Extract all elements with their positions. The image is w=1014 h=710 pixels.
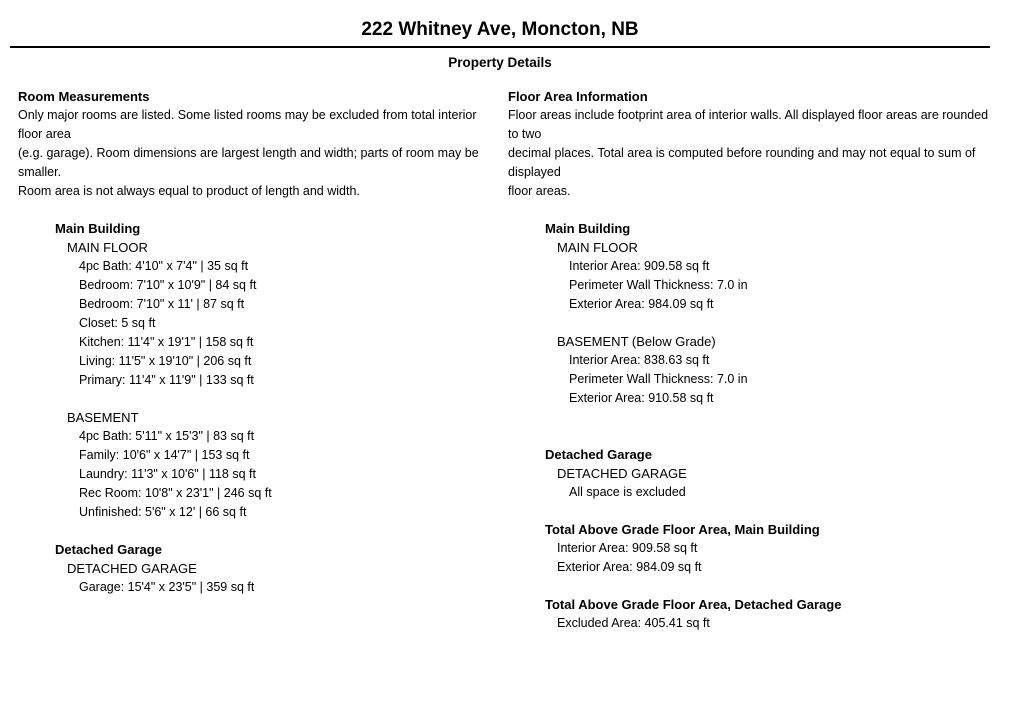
area-item: Exterior Area: 910.58 sq ft <box>569 391 714 405</box>
group-detached-garage <box>18 559 500 597</box>
group-label: BASEMENT <box>67 410 139 425</box>
room-item: Living: 11'5" x 19'10" | 206 sq ft <box>79 354 252 368</box>
description-line: (e.g. garage). Room dimensions are largest length and width; parts of room may be smaller. <box>18 146 479 179</box>
page-subtitle: Property Details <box>448 55 552 70</box>
property-details-page <box>10 0 990 633</box>
section-heading: Total Above Grade Floor Area, Main Building <box>545 522 820 537</box>
room-item: Bedroom: 7'10" x 10'9" | 84 sq ft <box>79 278 257 292</box>
section-heading: Detached Garage <box>55 542 162 557</box>
content-columns <box>10 87 990 633</box>
room-item: Unfinished: 5'6" x 12' | 66 sq ft <box>79 505 247 519</box>
section-heading: Main Building <box>55 221 141 236</box>
section-main-building <box>18 219 500 522</box>
section-heading: Main Building <box>545 221 631 236</box>
description-line: Room area is not always equal to product of length and width. <box>18 184 360 198</box>
area-item: Exterior Area: 984.09 sq ft <box>569 297 714 311</box>
group-label: MAIN FLOOR <box>557 240 638 255</box>
room-item: Closet: 5 sq ft <box>79 316 156 330</box>
section-heading: Detached Garage <box>545 447 652 462</box>
group-label: BASEMENT (Below Grade) <box>557 334 716 349</box>
area-item: Perimeter Wall Thickness: 7.0 in <box>569 278 748 292</box>
room-measurements-description <box>18 106 500 201</box>
room-item: 4pc Bath: 5'11" x 15'3" | 83 sq ft <box>79 429 255 443</box>
room-item: Rec Room: 10'8" x 23'1" | 246 sq ft <box>79 486 272 500</box>
room-item: Family: 10'6" x 14'7" | 153 sq ft <box>79 448 250 462</box>
floor-area-description <box>508 106 990 201</box>
area-item: All space is excluded <box>569 485 686 499</box>
description-line: floor areas. <box>508 184 571 198</box>
description-line: decimal places. Total area is computed before rounding and may not equal to sum of displayed <box>508 146 976 179</box>
group-label: DETACHED GARAGE <box>557 466 687 481</box>
area-item: Interior Area: 838.63 sq ft <box>569 353 710 367</box>
floor-area-information-column <box>500 87 990 633</box>
section-detached-garage-areas <box>508 445 990 502</box>
area-item: Interior Area: 909.58 sq ft <box>557 541 698 555</box>
area-item: Excluded Area: 405.41 sq ft <box>557 616 710 630</box>
room-item: Primary: 11'4" x 11'9" | 133 sq ft <box>79 373 254 387</box>
section-total-above-grade-main-building <box>508 520 990 577</box>
area-item: Perimeter Wall Thickness: 7.0 in <box>569 372 748 386</box>
room-item: 4pc Bath: 4'10" x 7'4" | 35 sq ft <box>79 259 249 273</box>
group-main-floor-areas <box>508 238 990 314</box>
header-divider <box>10 46 990 48</box>
section-main-building-areas <box>508 219 990 408</box>
group-basement <box>18 408 500 522</box>
description-line: Only major rooms are listed. Some listed rooms may be excluded from total interior floor area <box>18 108 477 141</box>
group-main-floor <box>18 238 500 390</box>
room-item: Kitchen: 11'4" x 19'1" | 158 sq ft <box>79 335 254 349</box>
room-item: Laundry: 11'3" x 10'6" | 118 sq ft <box>79 467 256 481</box>
floor-area-heading: Floor Area Information <box>508 89 648 104</box>
page-title: 222 Whitney Ave, Moncton, NB <box>361 19 639 40</box>
room-item: Garage: 15'4" x 23'5" | 359 sq ft <box>79 580 255 594</box>
section-total-above-grade-detached-garage <box>508 595 990 633</box>
room-item: Bedroom: 7'10" x 11' | 87 sq ft <box>79 297 245 311</box>
section-heading: Total Above Grade Floor Area, Detached Garage <box>545 597 842 612</box>
area-item: Exterior Area: 984.09 sq ft <box>557 560 702 574</box>
group-detached-garage-areas <box>508 464 990 502</box>
section-detached-garage <box>18 540 500 597</box>
room-measurements-heading: Room Measurements <box>18 89 150 104</box>
group-label: DETACHED GARAGE <box>67 561 197 576</box>
group-basement-areas <box>508 332 990 408</box>
description-line: Floor areas include footprint area of interior walls. All displayed floor areas are rounded to two <box>508 108 989 141</box>
group-label: MAIN FLOOR <box>67 240 148 255</box>
area-item: Interior Area: 909.58 sq ft <box>569 259 710 273</box>
room-measurements-column <box>10 87 500 633</box>
